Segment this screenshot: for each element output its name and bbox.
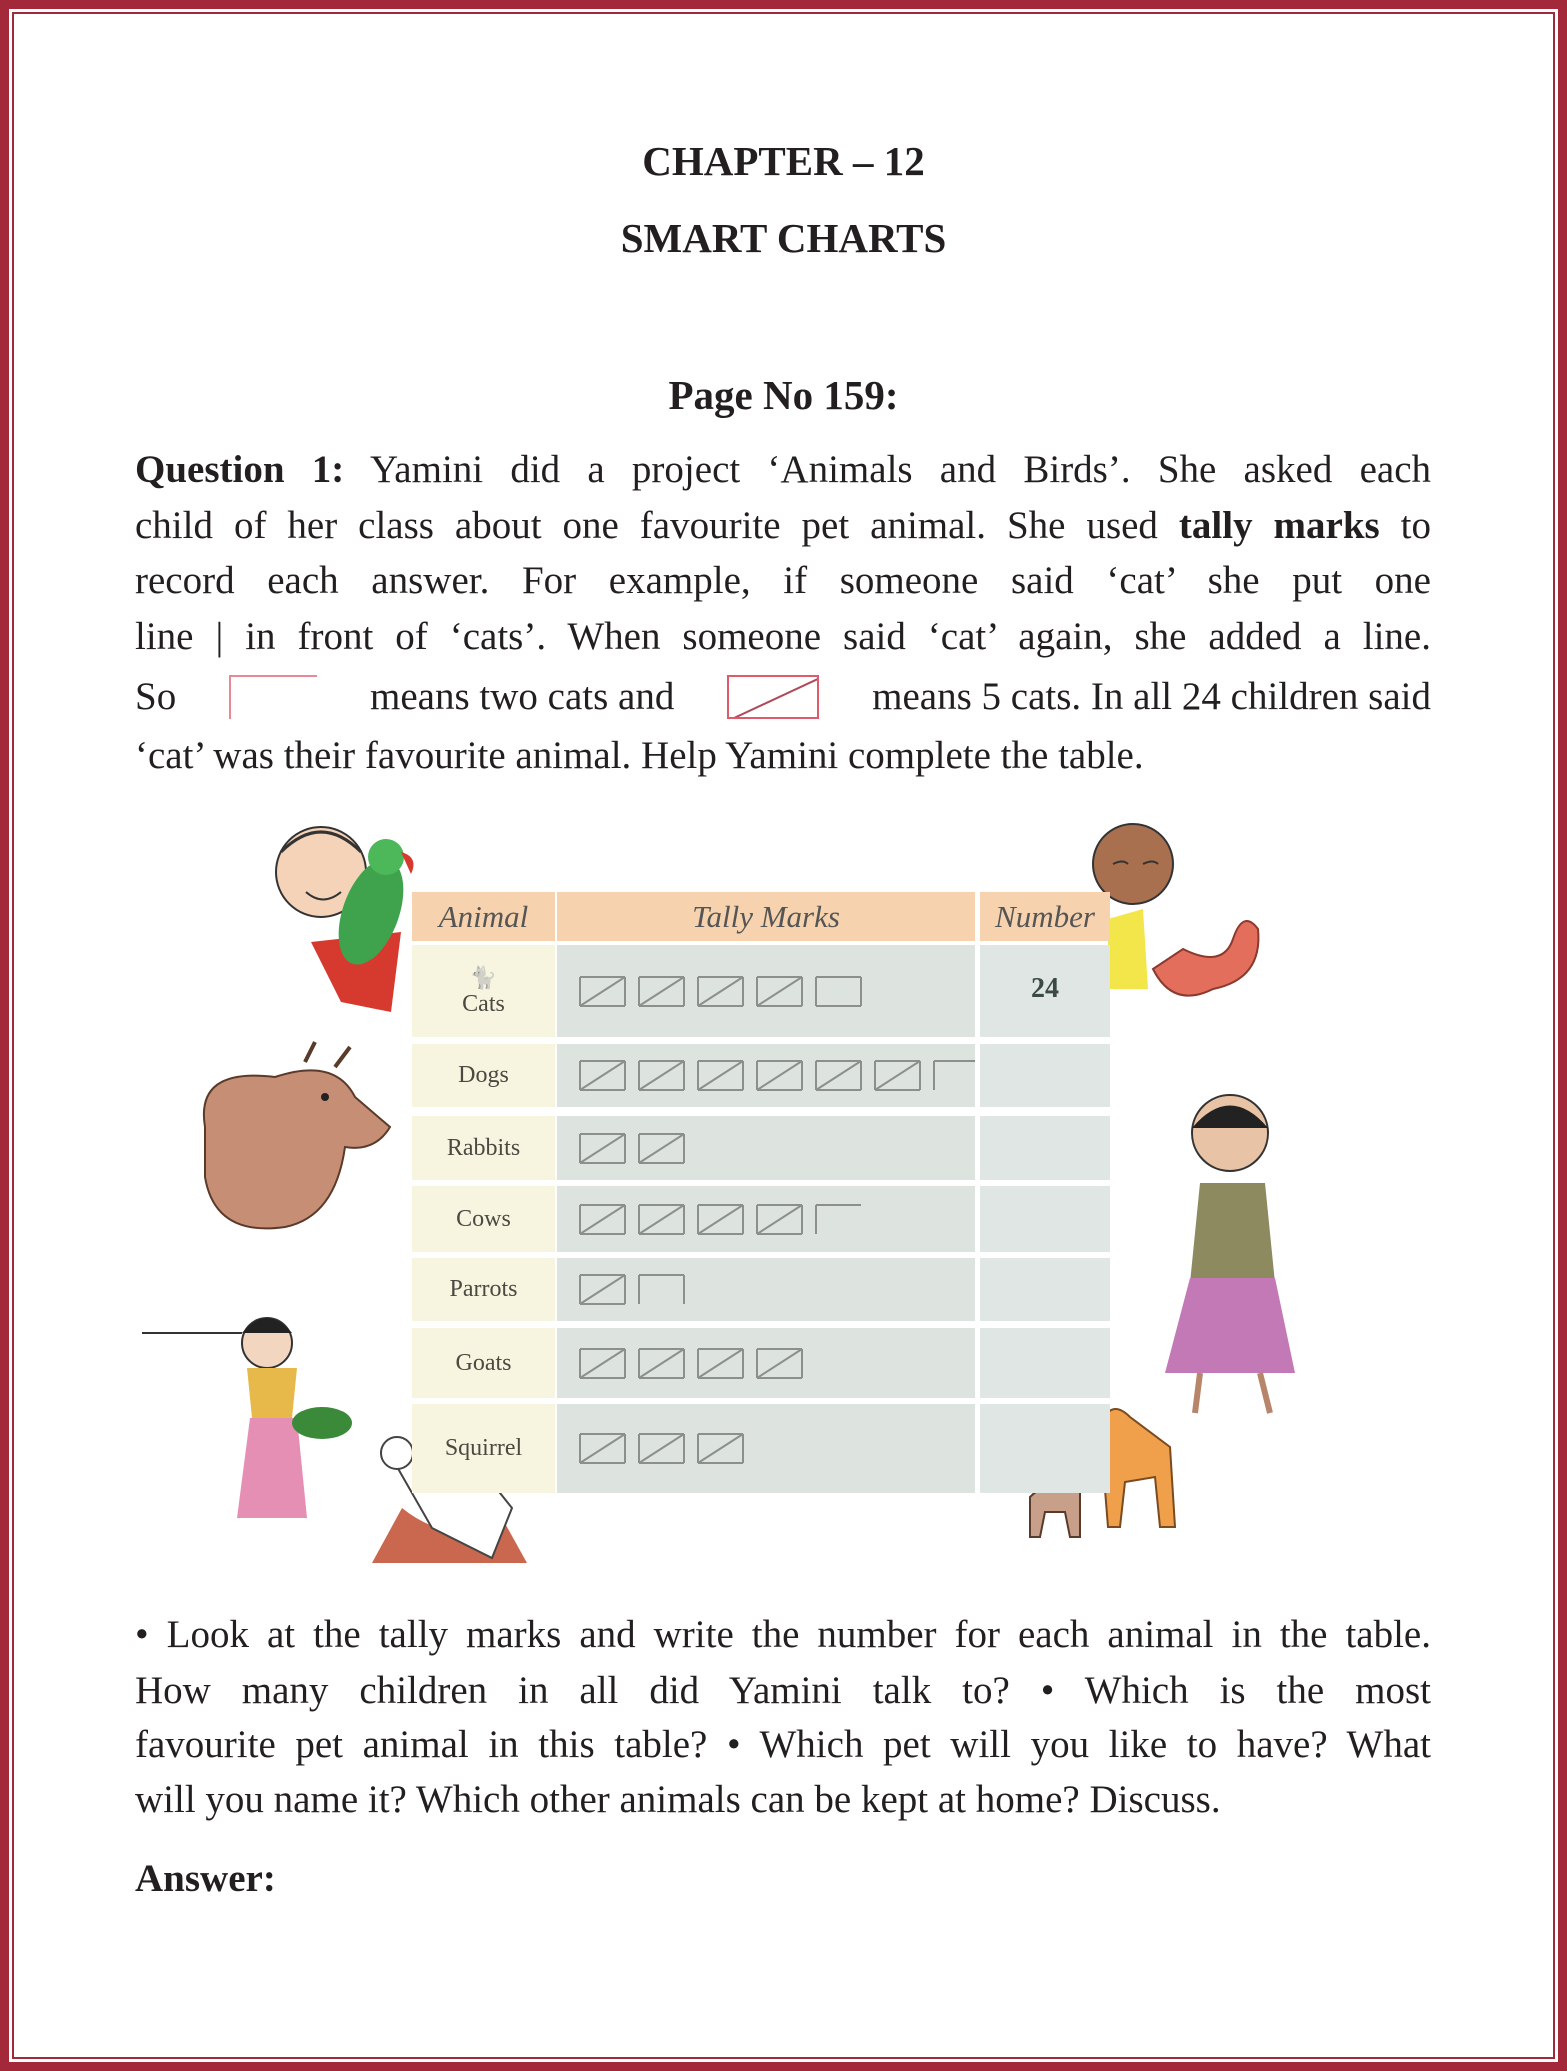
animal-cell: [412, 1328, 555, 1398]
tally-marks-cell: [557, 1328, 975, 1398]
tally-group-of-five: [580, 1134, 625, 1163]
question-text: So: [135, 675, 177, 718]
tally-partial-group: [639, 1275, 684, 1304]
animal-name: Goats: [455, 1349, 512, 1376]
tally-partial-group: [816, 1205, 861, 1234]
tally-marks-cell: [557, 945, 975, 1037]
tally-group-of-five: [639, 1349, 684, 1378]
answer-label: Answer:: [135, 1857, 276, 1900]
tally-five-icon: [727, 675, 819, 719]
animal-name: Squirrel: [444, 1435, 523, 1461]
animal-name: Cows: [456, 1205, 511, 1232]
question-text: means two cats and: [370, 675, 675, 718]
tally-group-of-five: [698, 977, 743, 1006]
animal-cell: [412, 1258, 555, 1321]
number-cell[interactable]: [980, 1116, 1110, 1180]
animal-cell: [412, 945, 555, 1037]
chapter-heading: CHAPTER – 12: [642, 138, 925, 184]
animal-name: Parrots: [449, 1276, 518, 1302]
tally-group-of-five: [757, 1205, 802, 1234]
followup-text: • Look at the tally marks and write the number for each animal in the table.: [135, 1613, 1431, 1656]
tally-marks-cell: [557, 1116, 975, 1180]
tally-group-of-five: [580, 1061, 625, 1090]
tally-marks: [579, 1347, 815, 1380]
tally-marks-cell: [557, 1044, 975, 1107]
tally-two-icon: [229, 675, 317, 719]
tally-group-of-five: [757, 977, 802, 1006]
tally-marks: [579, 1059, 975, 1092]
animal-cell: [412, 1116, 555, 1180]
followup-text: favourite pet animal in this table? • Which pet will you like to have? What: [135, 1723, 1431, 1766]
question-text: to: [1400, 504, 1432, 547]
tally-marks: [579, 1432, 756, 1465]
tally-group-of-five: [816, 1061, 861, 1090]
tally-marks: [579, 975, 874, 1008]
tally-table: [412, 892, 1110, 1493]
tally-group-of-five: [580, 977, 625, 1006]
tally-marks-cell: [557, 1186, 975, 1252]
tally-group-of-five: [875, 1061, 920, 1090]
header-animal: Animal: [412, 892, 555, 941]
tally-group-of-five: [639, 1205, 684, 1234]
number-cell[interactable]: [980, 1186, 1110, 1252]
animal-cell: [412, 1044, 555, 1107]
tally-marks-cell: [557, 1258, 975, 1321]
followup-text: How many children in all did Yamini talk to? • Which is the most: [135, 1669, 1431, 1712]
tally-group-of-five: [580, 1349, 625, 1378]
question-text: ‘cat’ was their favourite animal. Help Yamini complete the table.: [135, 734, 1144, 777]
tally-partial-group: [816, 977, 861, 1006]
animal-name: Dogs: [458, 1062, 509, 1088]
number-cell[interactable]: [980, 1328, 1110, 1398]
question-text: child of her class about one favourite pet animal. She used: [135, 504, 1158, 547]
tally-group-of-five: [698, 1205, 743, 1234]
tally-partial-group: [934, 1061, 975, 1090]
tally-marks: [579, 1203, 874, 1236]
tally-group-of-five: [698, 1434, 743, 1463]
tally-group-of-five: [580, 1205, 625, 1234]
animal-cell: [412, 1186, 555, 1252]
bold-term: tally marks: [1178, 504, 1380, 547]
question-text: record each answer. For example, if someone said ‘cat’ she put one: [135, 559, 1431, 602]
animal-cell: [412, 1404, 555, 1493]
followup-text: will you name it? Which other animals can be kept at home? Discuss.: [135, 1778, 1221, 1821]
number-cell[interactable]: [980, 1258, 1110, 1321]
animal-name: Cats: [462, 990, 505, 1017]
header-tally-marks: Tally Marks: [557, 892, 975, 941]
chapter-title: SMART CHARTS: [620, 215, 947, 261]
header-number: Number: [980, 892, 1110, 941]
number-cell[interactable]: [980, 1044, 1110, 1107]
question-label: Question 1:: [135, 448, 345, 491]
tally-group-of-five: [580, 1434, 625, 1463]
tally-group-of-five: [639, 1134, 684, 1163]
question-text: line | in front of ‘cats’. When someone said ‘cat’ again, she added a line.: [135, 615, 1431, 658]
tally-group-of-five: [639, 1061, 684, 1090]
girl-standing-illustration: [1110, 1083, 1305, 1418]
tally-group-of-five: [757, 1061, 802, 1090]
animal-name: Rabbits: [446, 1134, 521, 1161]
boy-and-squirrel-illustration: [1083, 819, 1273, 1019]
number-cell[interactable]: 24: [980, 945, 1110, 1037]
tally-group-of-five: [639, 977, 684, 1006]
tally-group-of-five: [698, 1349, 743, 1378]
cow-illustration: [185, 1037, 400, 1242]
tally-group-of-five: [639, 1434, 684, 1463]
question-text: means 5 cats. In all 24 children said: [872, 675, 1431, 718]
tally-marks-cell: [557, 1404, 975, 1493]
tally-group-of-five: [698, 1061, 743, 1090]
tally-group-of-five: [757, 1349, 802, 1378]
question-text: Yamini did a project ‘Animals and Birds’. She asked each: [370, 448, 1431, 491]
cat-icon: 🐈: [469, 964, 498, 990]
tally-marks: [579, 1273, 697, 1306]
page-number-heading: Page No 159:: [668, 372, 899, 418]
tally-group-of-five: [580, 1275, 625, 1304]
tally-marks: [579, 1132, 697, 1165]
number-cell[interactable]: [980, 1404, 1110, 1493]
